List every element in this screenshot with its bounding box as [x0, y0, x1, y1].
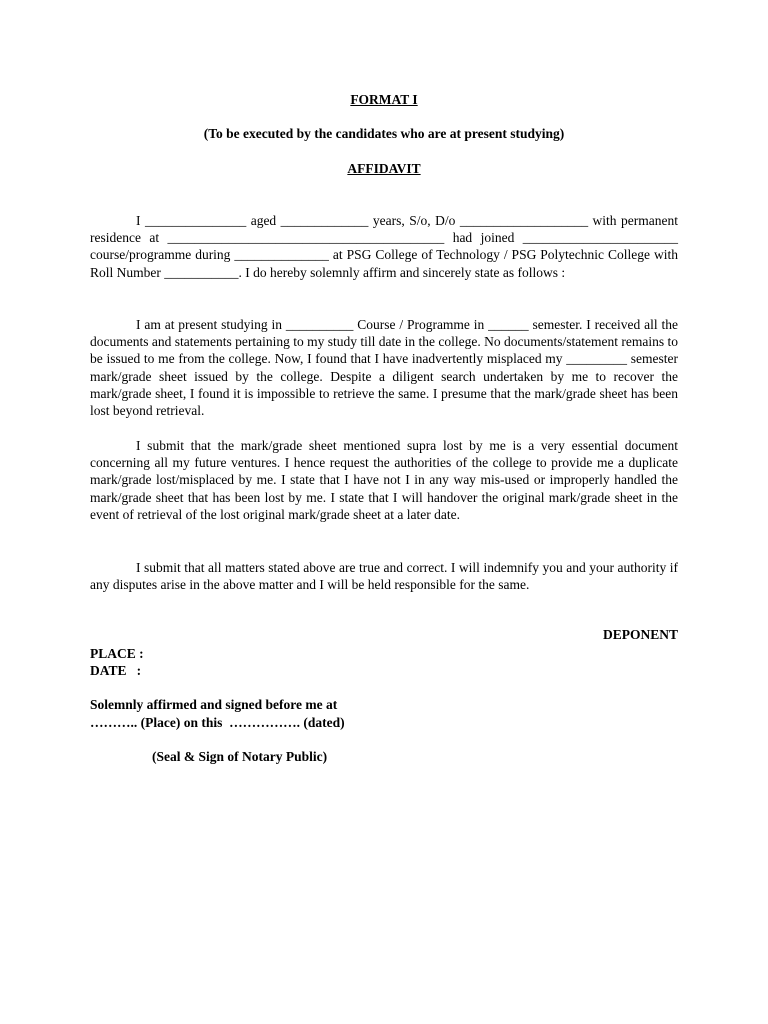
place-dated-line: ……….. (Place) on this ……………. (dated): [90, 715, 345, 730]
deponent-label: DEPONENT: [602, 627, 678, 642]
notary-seal-line: (Seal & Sign of Notary Public): [152, 749, 328, 764]
solemnly-affirmed-line: Solemnly affirmed and signed before me at: [90, 697, 338, 712]
paragraph-intro: I _______________ aged _____________ years, S/o, D/o ___________________ with permanent residence at _________________________________________ had joined _______________________ course/programme during ______________ at PSG College of Technology / PSG Polytechnic College with Roll Number ___________. I do hereby solemnly affirm and sincerely state as follows :: [90, 213, 678, 280]
paragraph-submission: I submit that the mark/grade sheet mentioned supra lost by me is a very essential document concerning all my future ventures. I hence request the authorities of the college to provide me a duplicate mark/grade lost/misplaced by me. I state that I have not I in any way mis-used or improperly handled the mark/grade sheet that has been lost by me. I state that I will handover the original mark/grade sheet in the event of retrieval of the lost original mark/grade sheet at a later date.: [90, 438, 678, 522]
affidavit-title: AFFIDAVIT: [347, 161, 421, 176]
subtitle: (To be executed by the candidates who are at present studying): [203, 126, 565, 141]
paragraph-studying: I am at present studying in __________ Course / Programme in ______ semester. I received all the documents and statements pertaining to my study till date in the college. No documents/statement remains to be issued to me from the college. Now, I found that I have inadvertently misplaced my _________ semester mark/grade sheet issued by the college. Despite a diligent search undertaken by me to recover the mark/grade sheet, I found it is impossible to retrieve the same. I presume that the mark/grade sheet has been lost beyond retrieval.: [90, 317, 678, 419]
format-title: FORMAT I: [350, 92, 418, 107]
place-label: PLACE :: [90, 646, 144, 661]
date-label: DATE :: [90, 663, 142, 678]
paragraph-declaration: I submit that all matters stated above are true and correct. I will indemnify you and your authority if any disputes arise in the above matter and I will be held responsible for the same.: [90, 560, 678, 593]
